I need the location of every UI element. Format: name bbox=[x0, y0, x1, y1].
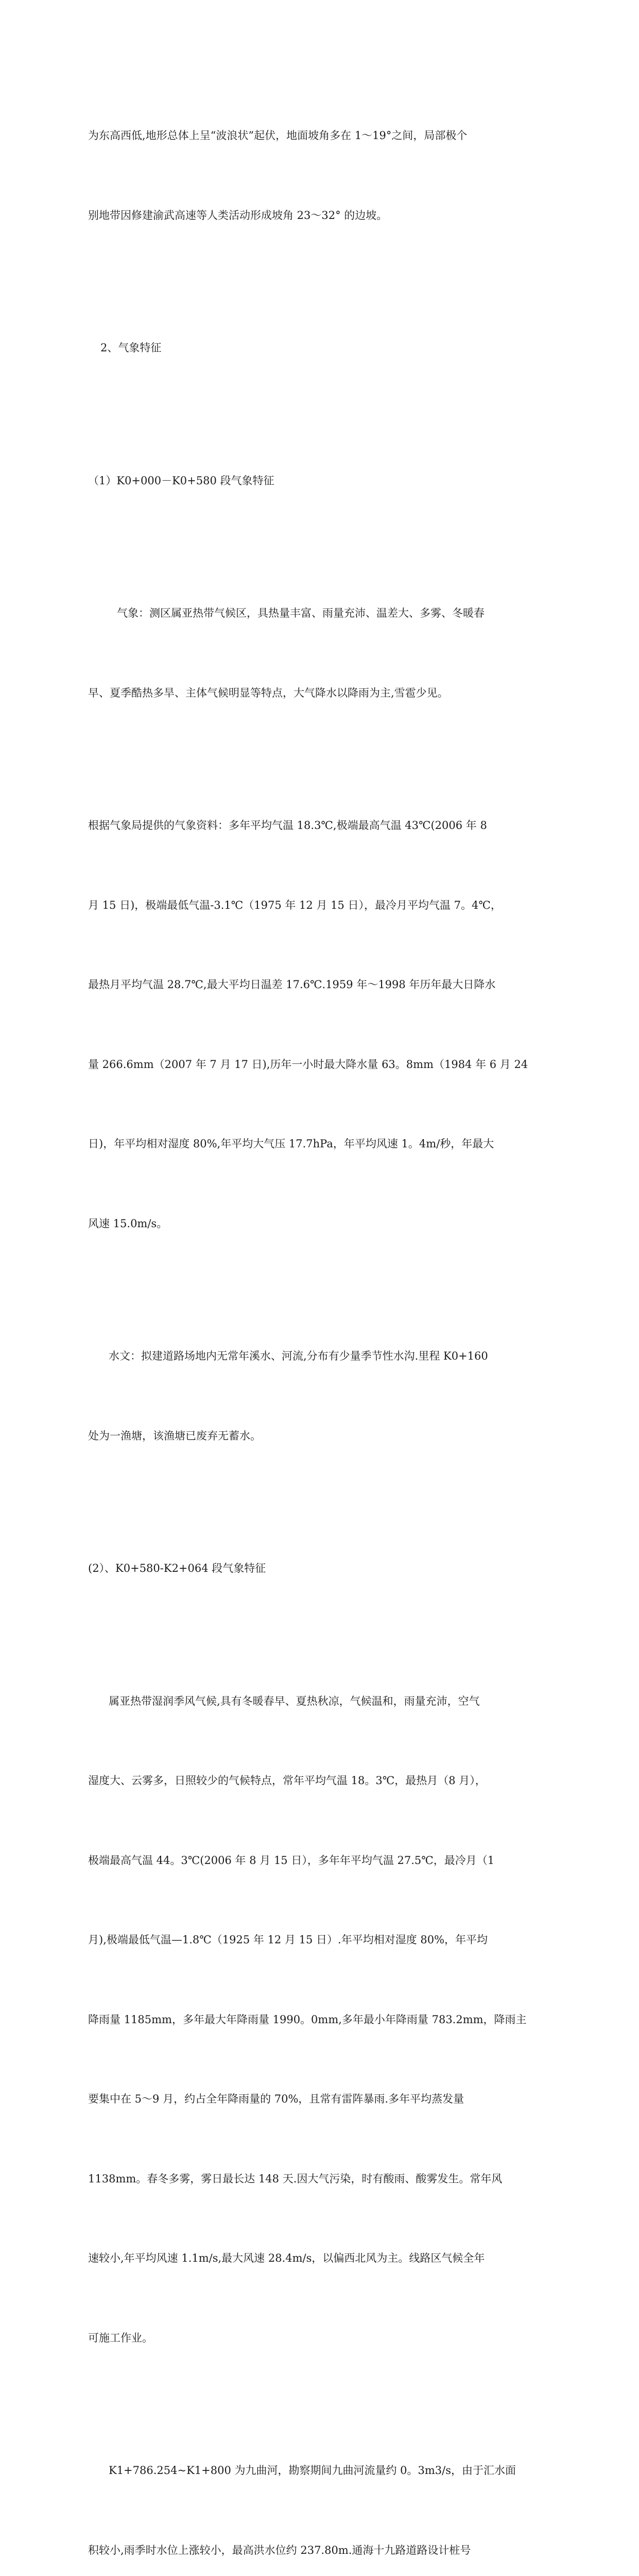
text-line: 风速 15.0m/s。 bbox=[88, 1217, 168, 1230]
text-line: 为东高西低,地形总体上呈“波浪状”起伏，地面坡角多在 1～19°之间，局部极个 bbox=[88, 129, 468, 142]
text-line: 可施工作业。 bbox=[88, 2331, 153, 2344]
text-line: 日)，年平均相对湿度 80%,年平均大气压 17.7hPa，年平均风速 1。4m/秒，年最大 bbox=[88, 1138, 494, 1150]
text-line: 月 15 日)，极端最低气温-3.1℃（1975 年 12 月 15 日），最冷月平均气温 7。4℃， bbox=[88, 899, 502, 911]
text-line: 速较小,年平均风速 1.1m/s,最大风速 28.4m/s，以偏西北风为主。线路区气候全年 bbox=[88, 2252, 485, 2264]
text-line: 水文：拟建道路场地内无常年溪水、河流,分布有少量季节性水沟.里程 K0+160 bbox=[109, 1350, 488, 1362]
text-line: 别地带因修建渝武高速等人类活动形成坡角 23～32° 的边坡。 bbox=[88, 209, 388, 222]
paragraph-climate-2 bbox=[88, 1635, 550, 2405]
text-line: 1138mm。春冬多雾，雾日最长达 148 天.因大气污染，时有酸雨、酸雾发生。常年风 bbox=[88, 2172, 503, 2185]
text-line: 降雨量 1185mm，多年最大年降雨量 1990。0mm,多年最小年降雨量 783.2mm，降雨主 bbox=[88, 2013, 527, 2026]
subsection-heading-1 bbox=[88, 415, 550, 548]
subsection-heading-2 bbox=[88, 1502, 550, 1635]
text-line: 处为一渔塘，该渔塘已废弃无蓄水。 bbox=[88, 1429, 261, 1442]
text-line: 早、夏季酷热多旱、主体气候明显等特点，大气降水以降雨为主,雪雹少见。 bbox=[88, 686, 448, 699]
text-line: 最热月平均气温 28.7℃,最大平均日温差 17.6℃.1959 年～1998 年历年最大日降水 bbox=[88, 978, 496, 991]
paragraph-terrain bbox=[88, 70, 550, 282]
paragraph-hydrology bbox=[88, 1290, 550, 1502]
section-heading-climate bbox=[88, 282, 550, 415]
text-line: 极端最高气温 44。3℃(2006 年 8 月 15 日），多年年平均气温 27.5℃，最冷月（1 bbox=[88, 1854, 495, 1867]
heading-text: 2、气象特征 bbox=[100, 342, 162, 354]
text-line: 湿度大、云雾多，日照较少的气候特点，常年平均气温 18。3℃，最热月（8 月）， bbox=[88, 1774, 486, 1787]
paragraph-river bbox=[88, 2404, 550, 2576]
text-line: 要集中在 5～9 月，约占全年降雨量的 70%，且常有雷阵暴雨.多年平均蒸发量 bbox=[88, 2093, 464, 2105]
text-line: K1+786.254~K1+800 为九曲河，勘察期间九曲河流量约 0。3m3/s，由于汇水面 bbox=[109, 2464, 516, 2477]
text-line: 月),极端最低气温—1.8℃（1925 年 12 月 15 日）.年平均相对湿度 80%，年平均 bbox=[88, 1934, 488, 1946]
text-line: 根据气象局提供的气象资料：多年平均气温 18.3℃,极端最高气温 43℃(2006 年 8 bbox=[88, 819, 487, 832]
text-line: 属亚热带湿润季风气候,具有冬暖春早、夏热秋凉，气候温和，雨量充沛，空气 bbox=[109, 1694, 480, 1707]
paragraph-climate-data bbox=[88, 759, 550, 1290]
heading-text: (2）、K0+580-K2+064 段气象特征 bbox=[88, 1562, 266, 1574]
paragraph-climate-1 bbox=[88, 547, 550, 759]
heading-text: （1）K0+000－K0+580 段气象特征 bbox=[88, 474, 274, 487]
text-line: 气象：测区属亚热带气候区，具热量丰富、雨量充沛、温差大、多雾、冬暖春 bbox=[117, 607, 485, 619]
document-body bbox=[88, 70, 550, 2576]
text-line: 量 266.6mm（2007 年 7 月 17 日),历年一小时最大降水量 63。8mm（1984 年 6 月 24 bbox=[88, 1058, 528, 1071]
text-line: 积较小,雨季时水位上涨较小，最高洪水位约 237.80m.通海十九路道路设计桩号 bbox=[88, 2544, 471, 2556]
